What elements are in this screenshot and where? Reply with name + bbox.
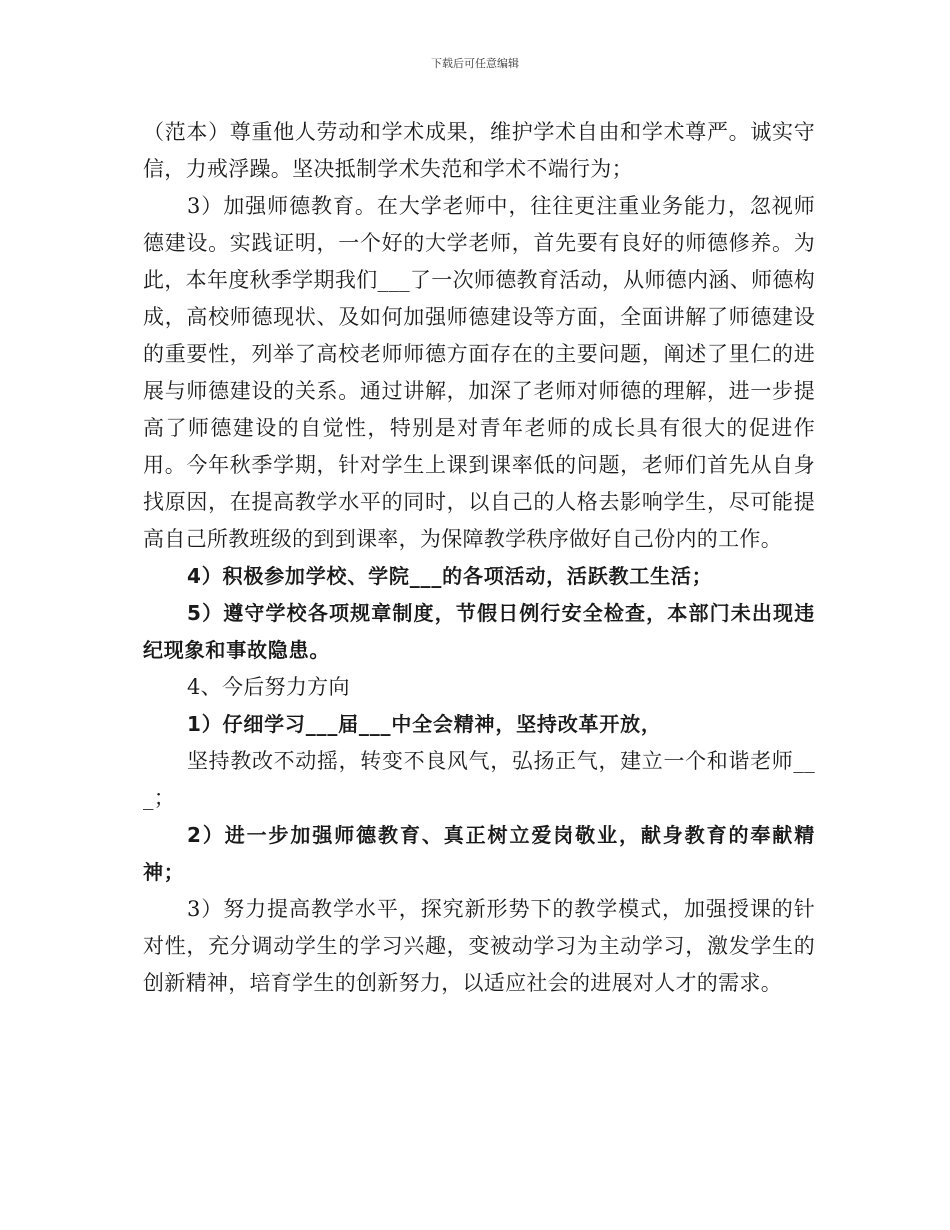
paragraph-teacher-ethics: 3）加强师德教育。在大学老师中，往往更注重业务能力，忽视师德建设。实践证明，一个好的大学老师，首先要有良好的师德修养。为此，本年度秋季学期我们___了一次师德教育活动，从师德内涵、师德构成，高校师德现状、及如何加强师德建设等方面，全面讲解了师德建设的重要性，列举了高校老师师德方面存在的主要问题，阐述了里仁的进展与师德建设的关系。通过讲解，加深了老师对师德的理解，进一步提高了师德建设的自觉性，特别是对青年老师的成长具有很大的促进作用。今年秋季学期，针对学生上课到课率低的问题，老师们首先从自身找原因，在提高教学水平的同时，以自己的人格去影响学生，尽可能提高自己所教班级的到到课率，为保障教学秩序做好自己份内的工作。 (143, 194, 815, 551)
paragraph-study-spirit: 1）仔细学习___届___中全会精神，坚持改革开放， (187, 712, 662, 736)
paragraph-dedication: 2）进一步加强师德教育、真正树立爱岗敬业，献身教育的奉献精神； (143, 823, 815, 884)
paragraph-rules: 5）遵守学校各项规章制度，节假日例行安全检查，本部门未出现违纪现象和事故隐患。 (143, 601, 815, 662)
paragraph-teaching-level: 3）努力提高教学水平，探究新形势下的教学模式，加强授课的针对性，充分调动学生的学习兴趣，变被动学习为主动学习，激发学生的创新精神，培育学生的创新努力，以适应社会的进展对人才的需求。 (143, 897, 815, 995)
paragraph-activities: 4）积极参加学校、学院___的各项活动，活跃教工生活； (187, 564, 713, 588)
paragraph-reform: 坚持教改不动摇，转变不良风气，弘扬正气，建立一个和谐老师___； (143, 749, 815, 810)
section-heading-future: 4、今后努力方向 (187, 675, 350, 699)
paragraph-continuation: （范本）尊重他人劳动和学术成果，维护学术自由和学术尊严。诚实守信，力戒浮躁。坚决抵制学术失范和学术不端行为； (143, 120, 815, 181)
document-body (143, 114, 815, 1002)
page-header: 下载后可任意编辑 (431, 57, 519, 70)
